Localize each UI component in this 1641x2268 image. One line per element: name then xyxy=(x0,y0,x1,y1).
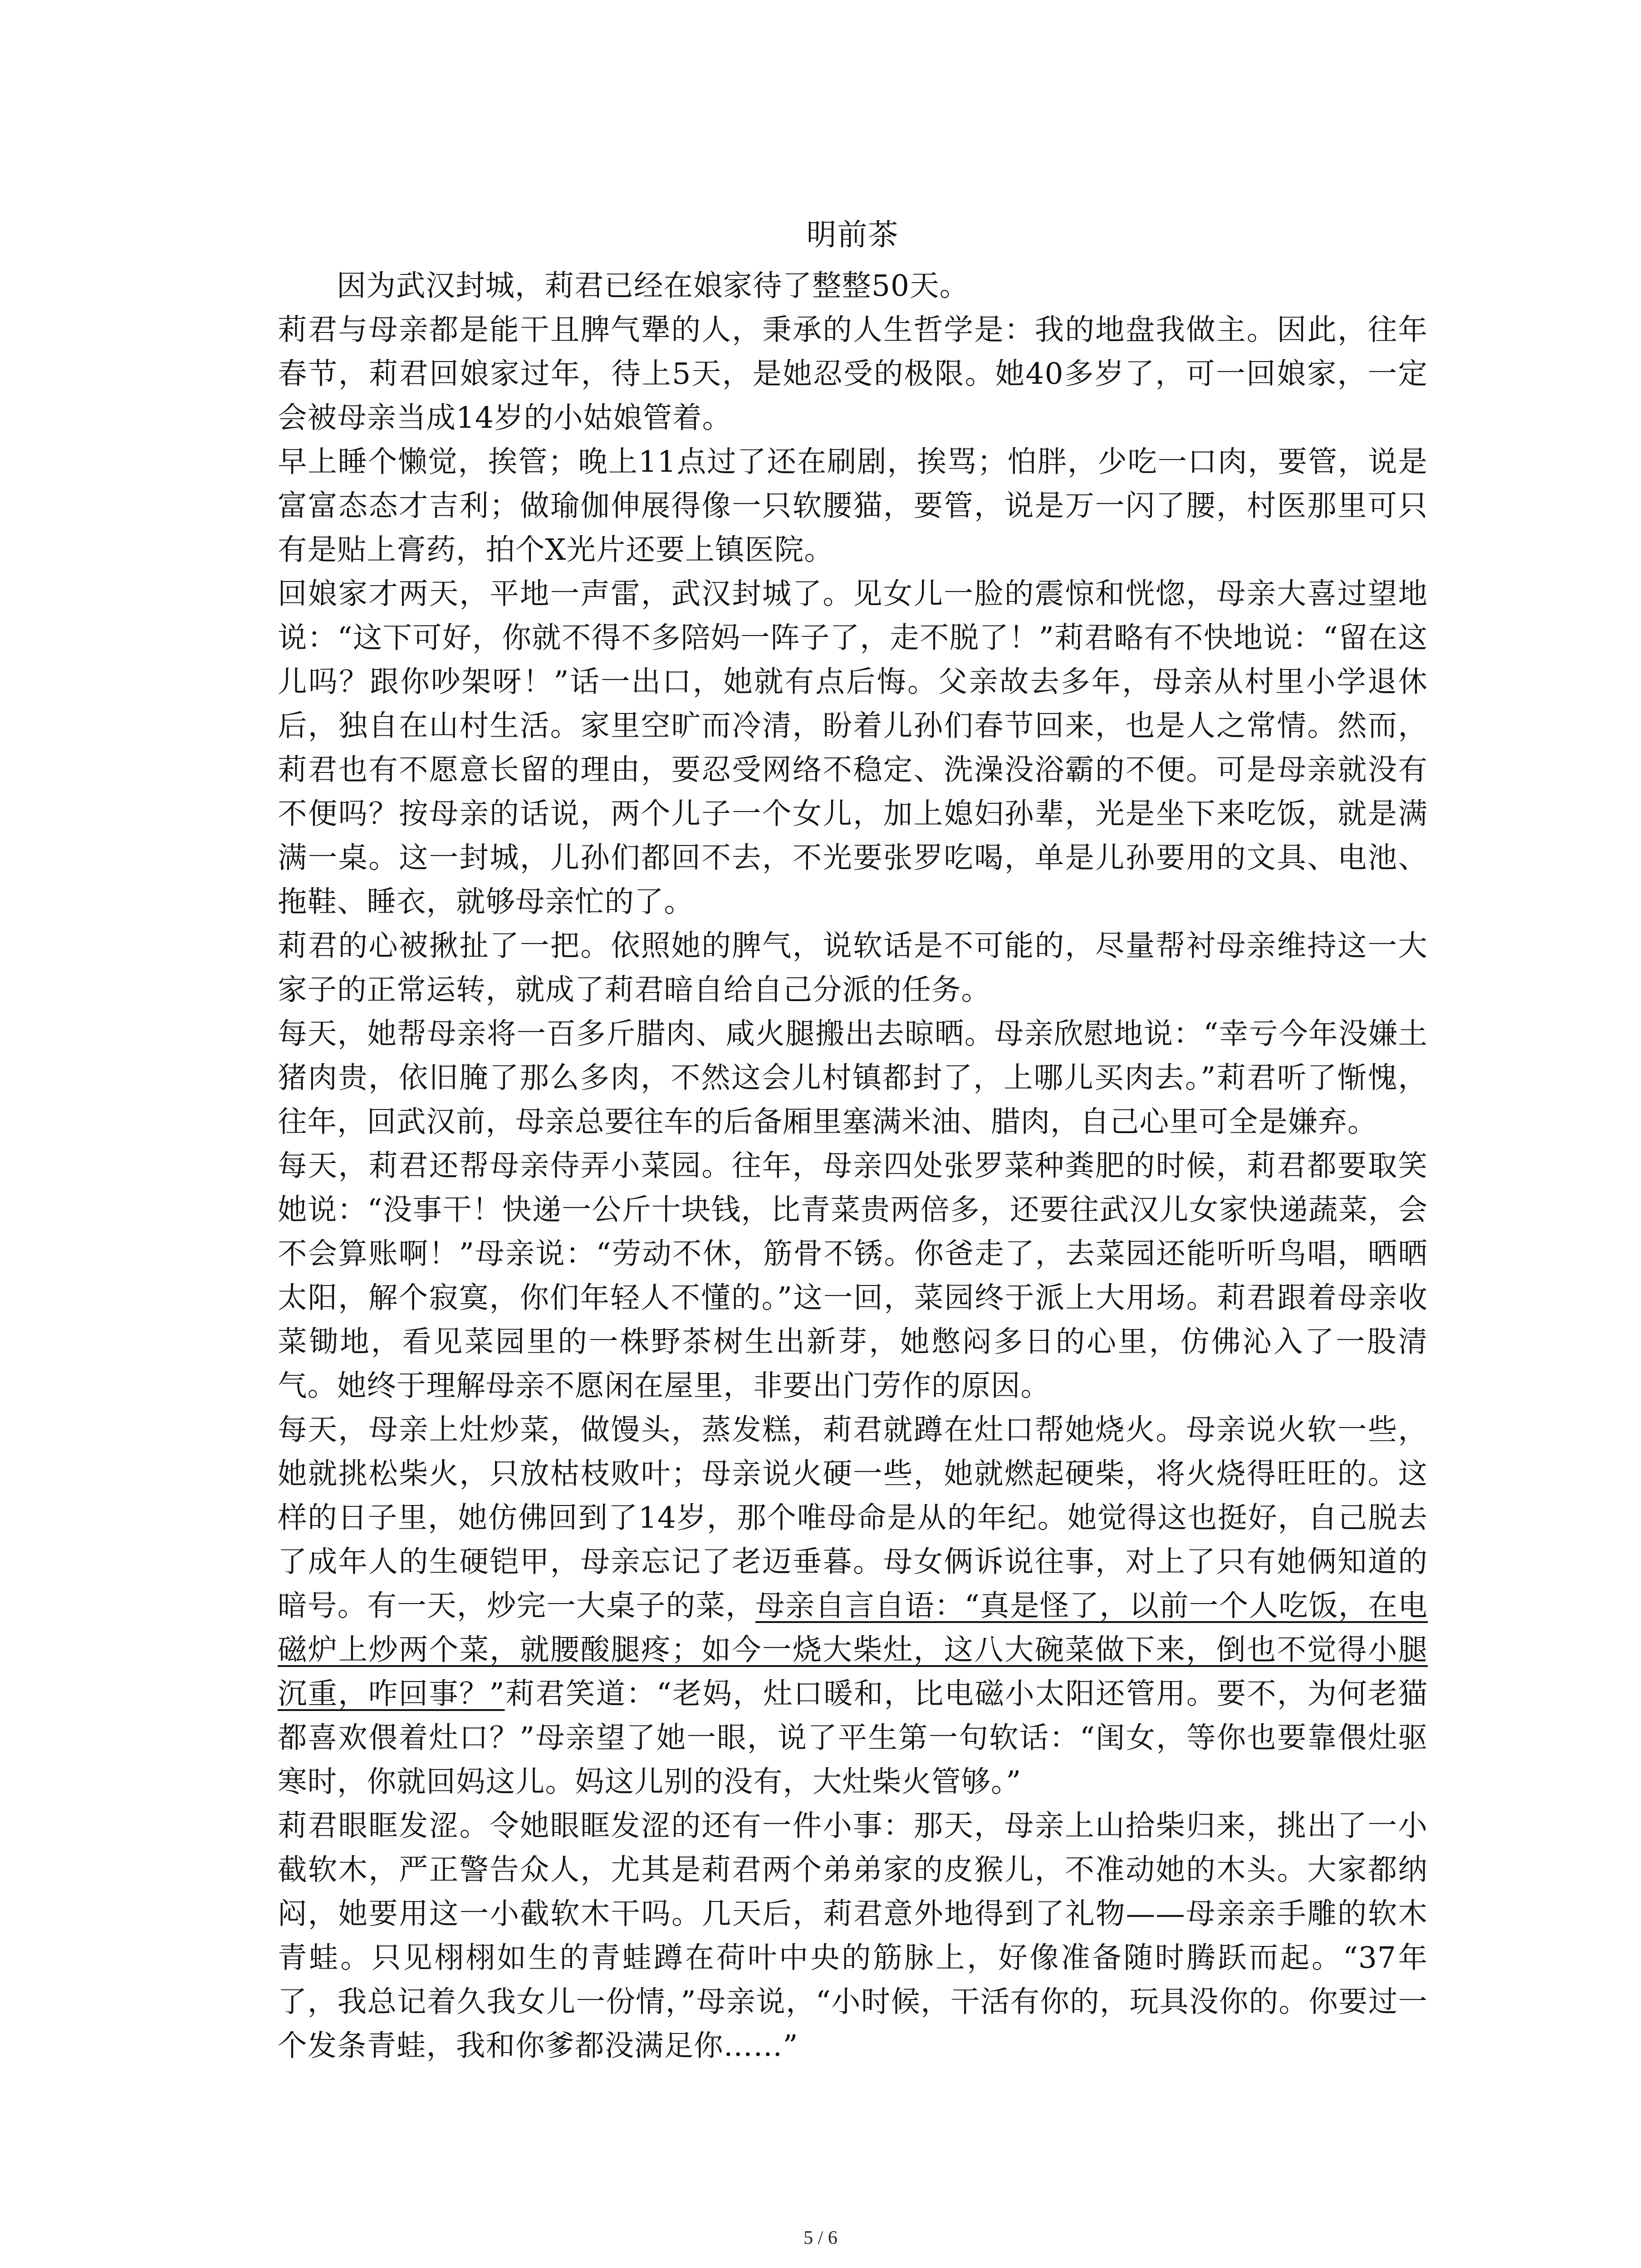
document-title: 明前茶 xyxy=(806,217,899,252)
paragraph-9: 莉君眼眶发涩。令她眼眶发涩的还有一件小事：那天，母亲上山拾柴归来，挑出了一小截软木，严正警告众人，尤其是莉君两个弟弟家的皮猴儿，不准动她的木头。大家都纳闷，她要用这一小截软木干吗。几天后，莉君意外地得到了礼物——母亲亲手雕的软木青蛙。只见栩栩如生的青蛙蹲在荷叶中央的筋脉上，好像准备随时腾跃而起。“37年了，我总记着久我女儿一份情，”母亲说，“小时候，干活有你的，玩具没你的。你要过一个发条青蛙，我和你爹都没满足你……” xyxy=(278,1809,1428,2063)
paragraph-1: 因为武汉封城，莉君已经在娘家待了整整50天。 xyxy=(337,269,970,303)
paragraph-3: 早上睡个懒觉，挨管；晚上11点过了还在刷剧，挨骂；怕胖，少吃一口肉，要管，说是富富态态才吉利；做瑜伽伸展得像一只软腰猫，要管，说是万一闪了腰，村医那里可只有是贴上膏药，拍个X光片还要上镇医院。 xyxy=(278,445,1428,567)
document-body xyxy=(278,213,1428,2068)
paragraph-5: 莉君的心被揪扯了一把。依照她的脾气，说软话是不可能的，尽量帮衬母亲维持这一大家子的正常运转，就成了莉君暗自给自己分派的任务。 xyxy=(278,929,1428,1007)
page-number: 5 / 6 xyxy=(803,2228,838,2248)
paragraph-6: 每天，她帮母亲将一百多斤腊肉、咸火腿搬出去晾晒。母亲欣慰地说：“幸亏今年没嫌土猪肉贵，依旧腌了那么多肉，不然这会儿村镇都封了，上哪儿买肉去。”莉君听了惭愧，往年，回武汉前，母亲总要往车的后备厢里塞满米油、腊肉，自己心里可全是嫌弃。 xyxy=(278,1017,1428,1139)
underlined-quote: 母亲自言自语：“真是怪了，以前一个人吃饭，在电磁炉上炒两个菜，就腰酸腿疼；如今一烧大柴灶，这八大碗菜做下来，倒也不觉得小腿沉重，咋回事？” xyxy=(278,1589,1428,1711)
paragraph-4: 回娘家才两天，平地一声雷，武汉封城了。见女儿一脸的震惊和恍惚，母亲大喜过望地说：“这下可好，你就不得不多陪妈一阵子了，走不脱了！”莉君略有不快地说：“留在这儿吗？跟你吵架呀！”话一出口，她就有点后悔。父亲故去多年，母亲从村里小学退休后，独自在山村生活。家里空旷而冷清，盼着儿孙们春节回来，也是人之常情。然而，莉君也有不愿意长留的理由，要忍受网络不稳定、洗澡没浴霸的不便。可是母亲就没有不便吗？按母亲的话说，两个儿子一个女儿，加上媳妇孙辈，光是坐下来吃饭，就是满满一桌。这一封城，儿孙们都回不去，不光要张罗吃喝，单是儿孙要用的文具、电池、拖鞋、睡衣，就够母亲忙的了。 xyxy=(278,577,1428,919)
paragraph-8-before: 每天，母亲上灶炒菜，做馒头，蒸发糕，莉君就蹲在灶口帮她烧火。母亲说火软一些，她就挑松柴火，只放枯枝败叶；母亲说火硬一些，她就燃起硬柴，将火烧得旺旺的。这样的日子里，她仿佛回到了14岁，那个唯母命是从的年纪。她觉得这也挺好，自己脱去了成年人的生硬铠甲，母亲忘记了老迈垂暮。母女俩诉说往事，对上了只有她俩知道的暗号。有一天，炒完一大桌子的菜， xyxy=(278,1413,1428,1623)
paragraph-2: 莉君与母亲都是能干且脾气犟的人，秉承的人生哲学是：我的地盘我做主。因此，往年春节，莉君回娘家过年，待上5天，是她忍受的极限。她40多岁了，可一回娘家，一定会被母亲当成14岁的小姑娘管着。 xyxy=(278,313,1428,435)
paragraph-7: 每天，莉君还帮母亲侍弄小菜园。往年，母亲四处张罗菜种粪肥的时候，莉君都要取笑她说：“没事干！快递一公斤十块钱，比青菜贵两倍多，还要往武汉儿女家快递蔬菜，会不会算账啊！”母亲说：“劳动不休，筋骨不锈。你爸走了，去菜园还能听听鸟唱，晒晒太阳，解个寂寞，你们年轻人不懂的。”这一回，菜园终于派上大用场。莉君跟着母亲收菜锄地，看见菜园里的一株野茶树生出新芽，她憋闷多日的心里，仿佛沁入了一股清气。她终于理解母亲不愿闲在屋里，非要出门劳作的原因。 xyxy=(278,1149,1428,1403)
paragraph-8 xyxy=(278,1408,1428,1804)
paragraph-8-after: 莉君笑道：“老妈，灶口暖和，比电磁小太阳还管用。要不，为何老猫都喜欢偎着灶口？”母亲望了她一眼，说了平生第一句软话：“闺女，等你也要靠偎灶驱寒时，你就回妈这儿。妈这儿别的没有，大灶柴火管够。” xyxy=(278,1677,1428,1799)
